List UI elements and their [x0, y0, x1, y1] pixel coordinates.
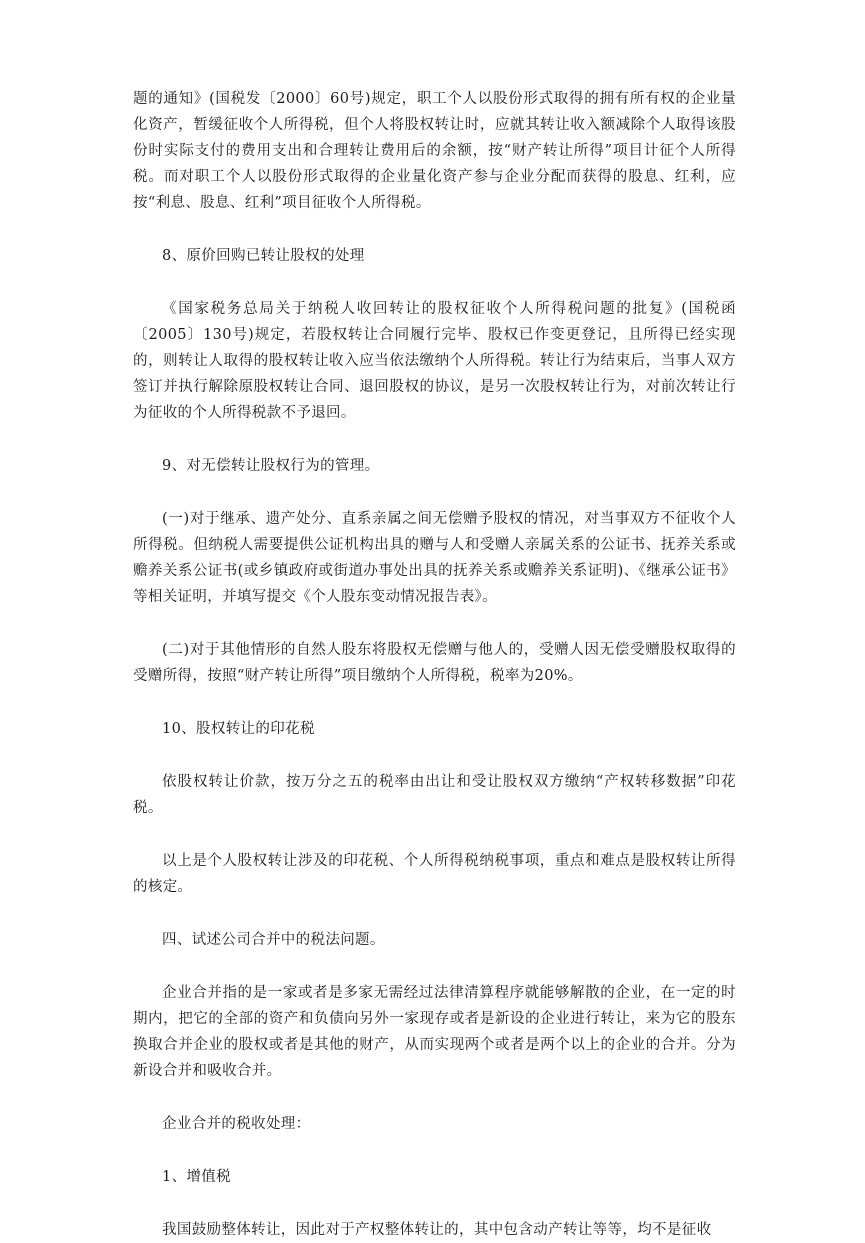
heading-10: 10、股权转让的印花税: [162, 721, 315, 737]
paragraph-5: 依股权转让价款，按万分之五的税率由出让和受让股权双方缴纳“产权转移数据”印花税。: [133, 774, 736, 816]
paragraph-4: (二)对于其他情形的自然人股东将股权无偿赠与他人的，受赠人因无偿受赠股权取得的受赠所得，按照“财产转让所得”项目缴纳个人所得税，税率为20%。: [133, 642, 736, 684]
heading-8: 8、原价回购已转让股权的处理: [162, 248, 365, 264]
heading-9: 9、对无偿转让股权行为的管理。: [162, 458, 380, 474]
document-page: [133, 86, 736, 1243]
paragraph-2: 《国家税务总局关于纳税人收回转让的股权征收个人所得税问题的批复》(国税函〔2005〕130号)规定，若股权转让合同履行完毕、股权已作变更登记，且所得已经实现的，则转让人取得的股权转让收入应当依法缴纳个人所得税。转让行为结束后，当事人双方签订并执行解除原股权转让合同、退回股权的协议，是另一次股权转让行为，对前次转让行为征收的个人所得税款不予退回。: [133, 301, 736, 421]
paragraph-6: 以上是个人股权转让涉及的印花税、个人所得税纳税事项，重点和难点是股权转让所得的核定。: [133, 853, 736, 895]
heading-vat: 1、增值税: [162, 1169, 231, 1185]
paragraph-8: 企业合并的税收处理：: [162, 1116, 311, 1132]
paragraph-3: (一)对于继承、遗产处分、直系亲属之间无偿赠予股权的情况，对当事双方不征收个人所得税。但纳税人需要提供公证机构出具的赠与人和受赠人亲属关系的公证书、抚养关系或赡养关系公证书(或乡镇政府或街道办事处出具的抚养关系或赡养关系证明)、《继承公证书》等相关证明，并填写提交《个人股东变动情况报告表》。: [133, 511, 736, 605]
paragraph-9: 我国鼓励整体转让，因此对于产权整体转让的，其中包含动产转让等等，均不是征收: [162, 1222, 712, 1238]
section-heading-4: 四、试述公司合并中的税法问题。: [162, 932, 385, 948]
paragraph-7: 企业合并指的是一家或者是多家无需经过法律清算程序就能够解散的企业，在一定的时期内，把它的全部的资产和负债向另外一家现存或者是新设的企业进行转让，来为它的股东换取合并企业的股权或者是其他的财产，从而实现两个或者是两个以上的企业的合并。分为新设合并和吸收合并。: [133, 985, 736, 1079]
paragraph-1: 题的通知》(国税发〔2000〕60号)规定，职工个人以股份形式取得的拥有所有权的企业量化资产，暂缓征收个人所得税，但个人将股权转让时，应就其转让收入额减除个人取得该股份时实际支付的费用支出和合理转让费用后的余额，按“财产转让所得”项目计征个人所得税。而对职工个人以股份形式取得的企业量化资产参与企业分配而获得的股息、红利，应按“利息、股息、红利”项目征收个人所得税。: [133, 91, 736, 211]
